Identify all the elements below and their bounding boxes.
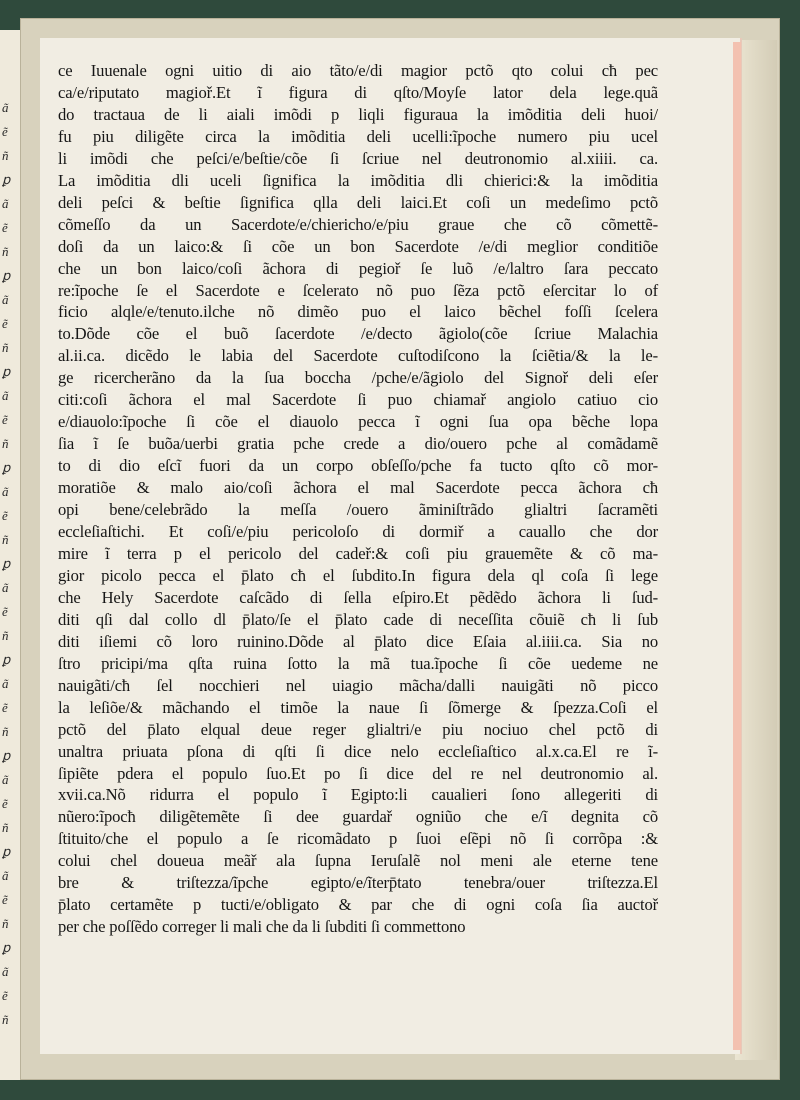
facing-page-fragment: ã: [2, 196, 9, 211]
text-line: to.Dõde cõe el buõ ſacerdote /e/decto ãgiolo(cõe ſcriue Malachia: [58, 324, 658, 344]
facing-page-fragment: ñ: [2, 148, 9, 163]
facing-page-fragment: ꝑ: [2, 364, 11, 379]
text-line: ſipiẽte pdera el populo ſuo.Et po ſi dice del re nel deutronomio al.: [58, 763, 658, 783]
facing-page-fragment: ñ: [2, 916, 9, 931]
facing-page-fragment: ã: [2, 580, 9, 595]
facing-page-fragment: ã: [2, 964, 9, 979]
text-line: doſi da un laico:& ſi cõe un bon Sacerdote /e/di meglior conditiõe: [58, 236, 658, 256]
leaf-red-edge: [733, 42, 741, 1050]
facing-page-fragment: ñ: [2, 820, 9, 835]
text-line: xvii.ca.Nõ ridurra el populo ĩ Egipto:li caualieri ſono allegeriti di: [58, 785, 658, 805]
page-text-block: [58, 60, 658, 938]
facing-page-fragment: ẽ: [2, 412, 8, 427]
text-line: eccleſiaſtichi. Et coſi/e/piu pericoloſo di dormiř a cauallo che dor: [58, 522, 658, 542]
text-line: bre & triſtezza/ĩpche egipto/e/ĩterp̄tato tenebra/ouer triſtezza.El: [58, 873, 658, 893]
text-line: nũero:ĩpocħ diligẽtemẽte ſi dee guardař ogniũo che e/ĩ degnita cõ: [58, 807, 658, 827]
text-line: moratiõe & malo aio/coſi ãchora el mal Sacerdote pecca ãchora cħ: [58, 478, 658, 498]
text-line: deli peſci & beſtie ſignifica qlla deli laici.Et coſi un medeſimo pctõ: [58, 192, 658, 212]
text-line: unaltra priuata pſona di qſti ſi dice nelo eccleſiaſtico al.x.ca.El re ĩ-: [58, 741, 658, 761]
text-line: che un bon laico/coſi ãchora di pegioř ſe luõ /e/laltro ſara peccato: [58, 258, 658, 278]
text-line: ſia ĩ ſe buõa/uerbi gratia pche crede a dio/ouero pche al comãdamẽ: [58, 434, 658, 454]
facing-page-fragment: ꝑ: [2, 844, 11, 859]
facing-page-fragment: ã: [2, 100, 9, 115]
text-line: cõmeſſo da un Sacerdote/e/chiericho/e/piu graue che cõ cõmettẽ-: [58, 214, 658, 234]
text-line: diti qſi dal collo dl p̄lato/ſe el p̄lato cade di neceſſita cõuiẽ cħ li ſub: [58, 609, 658, 629]
facing-page-fragment: ẽ: [2, 796, 8, 811]
facing-page-fragment: ñ: [2, 436, 9, 451]
facing-page-fragment: ẽ: [2, 700, 8, 715]
text-line: ca/e/riputato magioř.Et ĩ figura di qſto/Moyſe lator dela lege.quã: [58, 82, 658, 102]
text-line: ſtro pricipi/ma qſta ruina ſotto la mã tua.ĩpoche ſi cõe uedeme ne: [58, 653, 658, 673]
facing-page-fragment: ẽ: [2, 316, 8, 331]
facing-page-fragment: ẽ: [2, 124, 8, 139]
text-line: ſtituito/che el populo a ſe ricomãdato p ſuoi eſẽpi nõ ſi corrõpa :&: [58, 829, 658, 849]
facing-page-fragment: ã: [2, 676, 9, 691]
text-line: li imõdi che peſci/e/beſtie/cõe ſi ſcriue nel deutronomio al.xiiii. ca.: [58, 148, 658, 168]
facing-page-fragment: ꝑ: [2, 460, 11, 475]
facing-page-fragment: ñ: [2, 628, 9, 643]
text-line: to di dio eſcĩ fuori da un corpo obſeſſo/pche fa tucto qſto cõ mor-: [58, 456, 658, 476]
text-line: al.ii.ca. dicẽdo le labia del Sacerdote cuſtodiſcono la ſciẽtia/& la le-: [58, 346, 658, 366]
facing-page-fragment: ã: [2, 292, 9, 307]
board-edge: [735, 40, 777, 1060]
text-line: fu piu diligẽte circa la imõditia deli ucelli:ĩpoche numero piu ucel: [58, 126, 658, 146]
facing-page-fragment: ꝑ: [2, 556, 11, 571]
text-line: e/diauolo:ĩpoche ſi cõe el diauolo pecca ĩ ogni ſua opa bẽche lopa: [58, 412, 658, 432]
text-line: la leſiõe/& mãchando el timõe la naue ſi ſõmerge & ſpezza.Coſi el: [58, 697, 658, 717]
text-line: do tractaua de li aiali imõdi p liqli figuraua la imõditia deli huoi/: [58, 104, 658, 124]
text-line: che Hely Sacerdote caſcãdo di ſella eſpiro.Et pẽdẽdo ãchora li ſud-: [58, 587, 658, 607]
text-line: p̄lato certamẽte p tucti/e/obligato & par che di ogni coſa ſia auctoř: [58, 895, 658, 915]
facing-page-fragment: ꝑ: [2, 172, 11, 187]
facing-page-fragment: ã: [2, 772, 9, 787]
facing-page-fragment: ñ: [2, 1012, 9, 1027]
text-line: nauigãti/cħ ſel nocchieri nel uiagio mãcha/dalli nauigãti nõ picco: [58, 675, 658, 695]
facing-page-fragment: ꝑ: [2, 268, 11, 283]
facing-page-fragment: ã: [2, 868, 9, 883]
text-line: re:ĩpoche ſe el Sacerdote e ſcelerato nõ puo ſẽza pctõ eſercitar lo of: [58, 280, 658, 300]
facing-page-fragment: ꝑ: [2, 940, 11, 955]
facing-page-fragment: ñ: [2, 532, 9, 547]
facing-page-fragment: ẽ: [2, 988, 8, 1003]
text-line: citi:coſi ãchora el mal Sacerdote ſi puo chiamař angiolo catiuo cio: [58, 390, 658, 410]
facing-page-fragment: ñ: [2, 340, 9, 355]
text-line: opi bene/celebrãdo la meſſa /ouero ãminiſtrãdo glialtri ſacramẽti: [58, 500, 658, 520]
facing-page-fragment: ẽ: [2, 892, 8, 907]
facing-page-fragment: ꝑ: [2, 748, 11, 763]
text-line: La imõditia dli uceli ſignifica la imõditia dli chierici:& la imõditia: [58, 170, 658, 190]
text-line: mire ĩ terra p el pericolo del cadeř:& coſi piu grauemẽte & cõ ma-: [58, 543, 658, 563]
text-line: colui chel doueua meãř ala ſupna Ieruſalẽ nol meni ale eterne tene: [58, 851, 658, 871]
facing-page-fragment: ã: [2, 484, 9, 499]
text-line: ce Iuuenale ogni uitio di aio tãto/e/di magior pctõ qto colui cħ pec: [58, 61, 658, 80]
text-line: gior picolo pecca el p̄lato cħ el ſubdito.In figura dela ql coſa ſi lege: [58, 565, 658, 585]
facing-page-fragment: ẽ: [2, 220, 8, 235]
text-line: ge ricercherãno da la ſua boccha /pche/e/ãgiolo del Signoř deli eſer: [58, 368, 658, 388]
text-line: per che poſſẽdo correger li mali che da li ſubditi ſi commettono: [58, 917, 466, 937]
facing-page-fragment: ꝑ: [2, 652, 11, 667]
facing-page-fragment: ẽ: [2, 604, 8, 619]
text-line: ficio alqle/e/tenuto.ilche nõ dimẽo puo el laico bẽchel foſſi ſcelera: [58, 302, 658, 322]
facing-page-fragment: ñ: [2, 244, 9, 259]
text-line: diti iſiemi cõ loro ruinino.Dõde al p̄lato dice Eſaia al.iiii.ca. Sia no: [58, 631, 658, 651]
facing-page-fragment: ẽ: [2, 508, 8, 523]
text-line: pctõ del p̄lato elqual deue reger glialtri/e piu nociuo chel pctõ di: [58, 719, 658, 739]
facing-page-fragment: ã: [2, 388, 9, 403]
facing-page-fragment: ñ: [2, 724, 9, 739]
